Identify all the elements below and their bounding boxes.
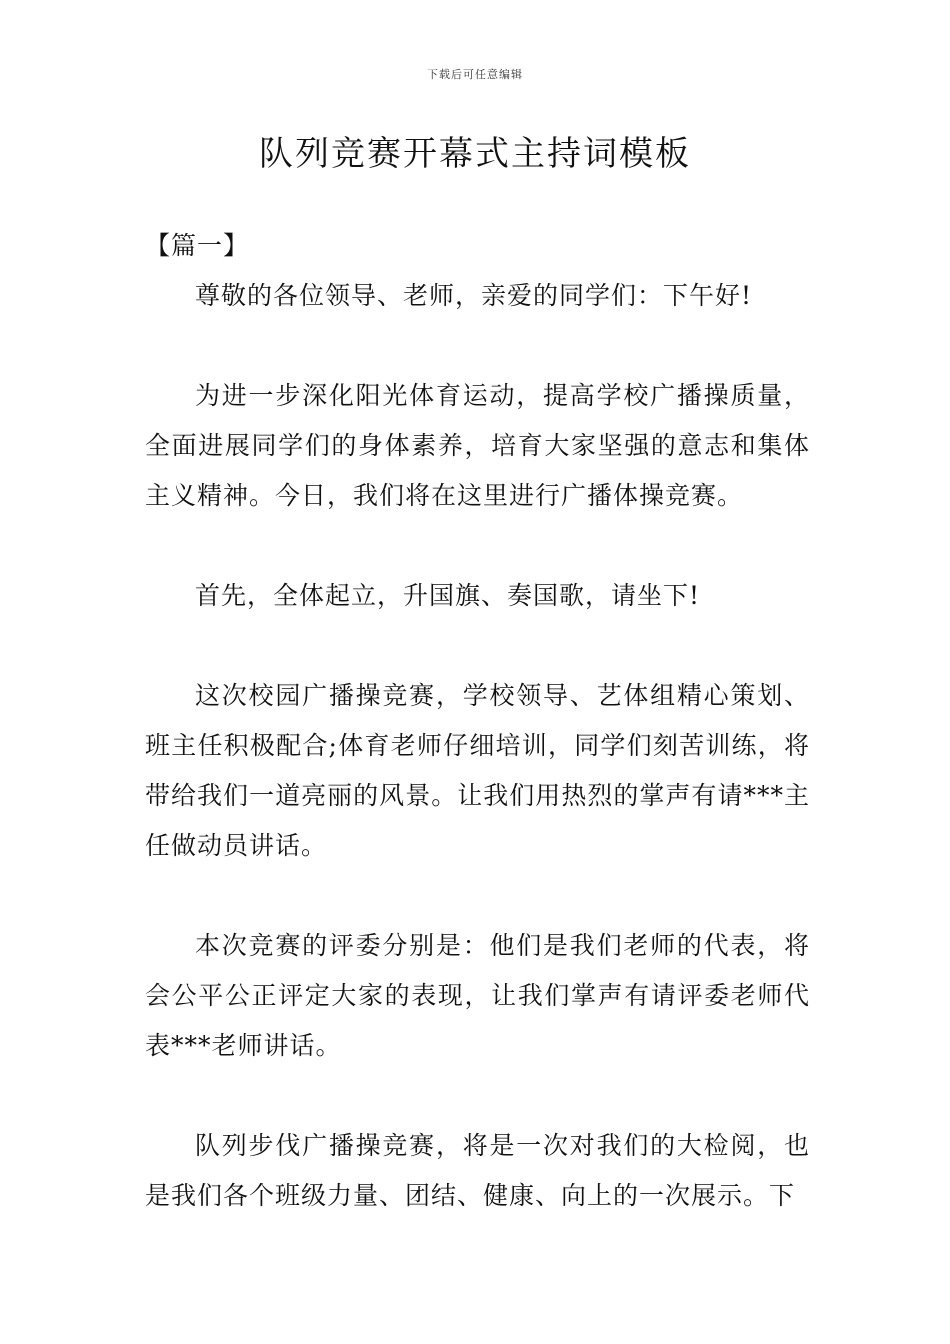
paragraph-judges: 本次竞赛的评委分别是：他们是我们老师的代表，将会公平公正评定大家的表现，让我们掌声有请评委老师代表***老师讲话。 <box>145 931 810 1060</box>
section-label: 【篇一】 <box>145 231 250 260</box>
paragraph-flag-ceremony: 首先，全体起立，升国旗、奏国歌，请坐下! <box>195 581 701 610</box>
document-body <box>145 221 810 1271</box>
paragraph-review: 队列步伐广播操竞赛，将是一次对我们的大检阅，也是我们各个班级力量、团结、健康、向上的一次展示。下 <box>145 1131 810 1210</box>
header-note: 下载后可任意编辑 <box>427 68 523 81</box>
paragraph-purpose: 为进一步深化阳光体育运动，提高学校广播操质量，全面进展同学们的身体素养，培育大家坚强的意志和集体主义精神。今日，我们将在这里进行广播体操竞赛。 <box>145 381 810 510</box>
paragraph-greeting: 尊敬的各位领导、老师，亲爱的同学们：下午好! <box>195 281 753 310</box>
paragraph-preparation: 这次校园广播操竞赛，学校领导、艺体组精心策划、班主任积极配合;体育老师仔细培训，同学们刻苦训练，将带给我们一道亮丽的风景。让我们用热烈的掌声有请***主任做动员讲话。 <box>145 681 810 860</box>
document-title: 队列竞赛开幕式主持词模板 <box>259 134 691 174</box>
